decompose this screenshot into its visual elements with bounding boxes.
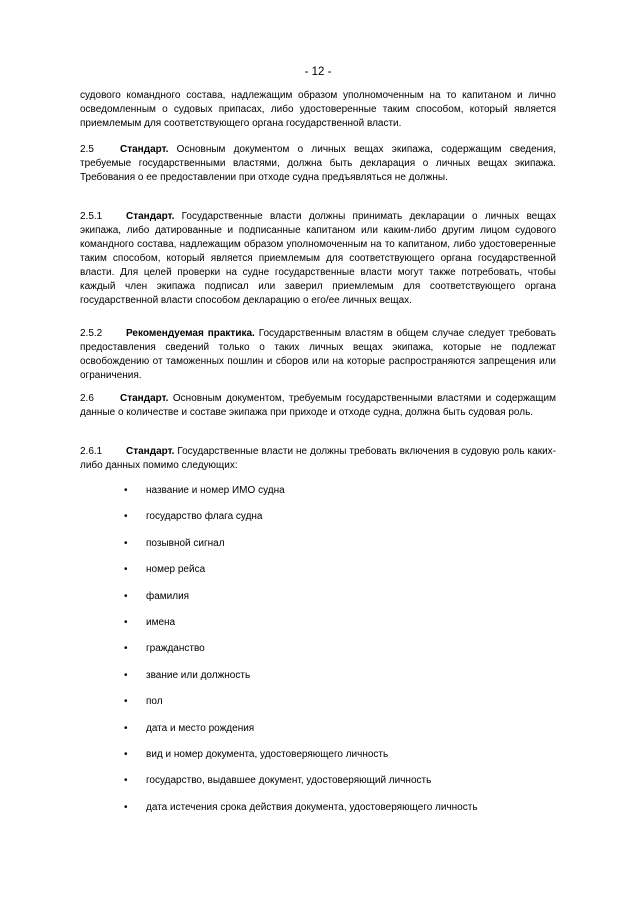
section-number: 2.5.2 [80,328,103,339]
paragraph-2-5-2 [80,327,556,383]
bullet-icon: • [124,669,128,681]
section-heading: Рекомендуемая практика. [126,328,255,339]
bullet-icon: • [124,775,128,787]
bullet-icon: • [124,616,128,628]
bullet-icon: • [124,722,128,734]
paragraph-text: судового командного состава, надлежащим образом уполномоченным на то капитаном и лично осведомленным о судовых припасах, либо удостоверенные таким способом, который является приемлемым для соответствующего органа государственной власти. [80,90,556,129]
section-heading: Стандарт. [120,144,169,155]
section-number: 2.6.1 [80,446,103,457]
bullet-icon: • [124,801,128,813]
paragraph-2-6 [80,392,556,420]
paragraph-text: Государственные власти должны принимать декларации о личных вещах экипажа, либо датированные и подписанные капитаном или каким-либо другим лицом судового командного состава, надлежащим образом уполномоченным на то капитаном, либо удостоверенные таким способом, который является приемлемым для соответствующего органа государственной власти. Для целей проверки на судне государственные власти могут также потребовать, чтобы каждый член экипажа подписал или заверил приемлемым для соответствующего органа государственной власти способом декларацию о его/ее личных вещах. [80,211,556,306]
section-number: 2.5 [80,144,94,155]
paragraph-2-5 [80,143,556,185]
paragraph-text: Основным документом, требуемым государственными властями и содержащим данные о количестве и составе экипажа при приходе и отходе судна, должна быть судовая роль. [80,393,556,418]
section-number: 2.6 [80,393,94,404]
bullet-icon: • [124,590,128,602]
bullet-icon: • [124,748,128,760]
bullet-icon: • [124,696,128,708]
paragraph-text: Основным документом о личных вещах экипажа, содержащим сведения, требуемые государственными властями, должна быть декларация о личных вещах экипажа. Требования о ее предоставлении при отходе судна предъявляться не должны. [80,144,556,183]
section-heading: Стандарт. [126,446,175,457]
section-number: 2.5.1 [80,211,103,222]
paragraph-2-6-1 [80,445,556,473]
section-heading: Стандарт. [126,211,175,222]
section-heading: Стандарт. [120,393,169,404]
bullet-icon: • [124,511,128,523]
paragraph-text: Государственным властям в общем случае следует требовать предоставления сведений только о таких личных вещах экипажа, которые не подлежат освобождению от таможенных пошлин и сборов или на которые распространяются запрещения или ограничения. [80,328,556,381]
bullet-icon: • [124,643,128,655]
bullet-icon: • [124,537,128,549]
paragraph-2-5-1 [80,210,556,308]
paragraph-continuation [80,89,556,131]
page-number: - 12 - [304,66,332,78]
paragraph-text: Государственные власти не должны требовать включения в судовую роль каких-либо данных помимо следующих: [80,446,556,471]
bullet-icon: • [124,485,128,496]
bullet-icon: • [124,564,128,576]
